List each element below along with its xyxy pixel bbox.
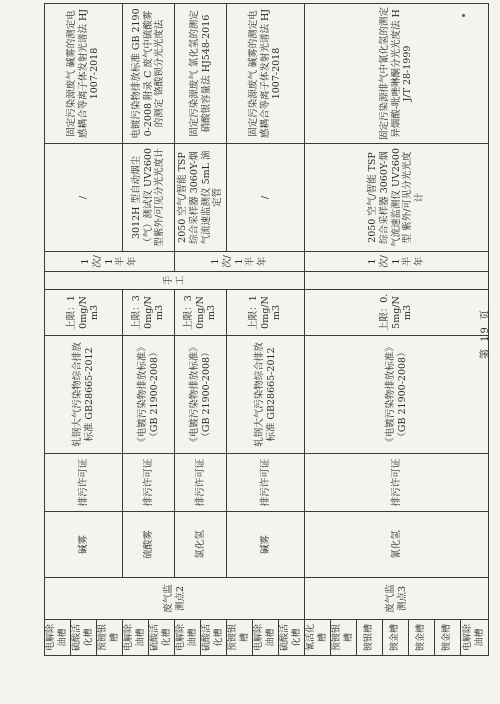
standard-cell: 《电镀污染物排放标准》（GB 21900-2008） — [123, 336, 175, 454]
standard-cell: 轧钢大气污染物综合排放标准 GB28665-2012 — [227, 336, 305, 454]
page-number: 第 19 页 — [480, 307, 492, 360]
pollutant-cell: 碱雾 — [227, 512, 305, 578]
facility-cell: 电解除油槽 — [253, 620, 279, 656]
table-row — [45, 4, 71, 656]
table-row — [227, 4, 253, 656]
limit-cell: 上限：0.5mg/Nm3 — [305, 290, 489, 336]
facility-cell: 硫酸活化槽 — [149, 620, 175, 656]
monitoring-table — [44, 3, 492, 656]
table-row — [175, 4, 201, 656]
standard-cell: 《电镀污染物排放标准》（GB 21900-2008） — [175, 336, 227, 454]
facility-cell: 镀金槽 — [383, 620, 409, 656]
facility-cell: 硫酸活化槽 — [71, 620, 97, 656]
facility-cell: 氰活化槽 — [305, 620, 331, 656]
pollutant-cell: 氰化氢 — [305, 512, 489, 578]
analysis-method-cell: 固定污染源废气 碱雾的测定电感耦合等离子体发射光谱法 HJ 1007-2018 — [45, 4, 123, 144]
frequency-cell: 1次/1半年 — [45, 252, 175, 272]
limit-cell: 上限：30mg/Nm3 — [175, 290, 227, 336]
facility-cell: 镀银槽 — [357, 620, 383, 656]
facility-cell: 预镀银槽 — [227, 620, 253, 656]
method-cell — [305, 272, 489, 290]
analysis-method-cell: 固定污染源排气中氰化氢的测定 异烟酸-吡唑啉酮分光光度法 HJ/T 28-1999 — [305, 4, 489, 144]
facility-cell: 预镀银槽 — [97, 620, 123, 656]
facility-cell: 硫酸活化槽 — [201, 620, 227, 656]
facility-cell: 镀金槽 — [409, 620, 435, 656]
instrument-cell: 2050 空气/智能 TSP 综合采样器 3060Y-烟气流速监测仪 5mL 滴定管 — [175, 144, 227, 252]
pollutant-cell: 氯化氢 — [175, 512, 227, 578]
table-row — [123, 4, 149, 656]
monitoring-point-cell: 废气监测点2 — [45, 578, 305, 620]
standard-cell: 轧钢大气污染物综合排放标准 GB28665-2012 — [45, 336, 123, 454]
limit-cell: 上限：10mg/Nm3 — [227, 290, 305, 336]
analysis-method-cell: 电镀污染物排放标准 GB 21900-2008 附录 C 废气中硫酸雾的测定 铬酸钡分光光度法 — [123, 4, 175, 144]
instrument-cell: / — [45, 144, 123, 252]
facility-cell: 电解除油槽 — [461, 620, 489, 656]
table-row — [305, 4, 331, 656]
limit-cell: 上限：10mg/Nm3 — [45, 290, 123, 336]
standard-type-cell: 排污许可证 — [45, 454, 123, 512]
pollutant-cell: 碱雾 — [45, 512, 123, 578]
facility-cell: 镀金槽 — [435, 620, 461, 656]
frequency-cell: 1次/1半年 — [175, 252, 305, 272]
facility-cell: 硫酸活化槽 — [279, 620, 305, 656]
monitoring-point-cell: 废气监测点3 — [305, 578, 489, 620]
instrument-cell: / — [227, 144, 305, 252]
facility-cell: 预镀银槽 — [331, 620, 357, 656]
facility-cell: 电解除油槽 — [45, 620, 71, 656]
instrument-cell: 2050 空气/智能 TSP 综合采样器 3060Y-烟气流速监测仪 UV2600 型 紫外/可见分光光度计 — [305, 144, 489, 252]
analysis-method-cell: 固定污染源废气 氯化氢的测定 硝酸银容量法 HJ548-2016 — [175, 4, 227, 144]
standard-type-cell: 排污许可证 — [305, 454, 489, 512]
standard-cell: 《电镀污染物排放标准》（GB 21900-2008） — [305, 336, 489, 454]
pollutant-cell: 硫酸雾 — [123, 512, 175, 578]
instrument-cell: 3012H 型自动烟尘（气）测试仪 UV2600 型紫外/可见分光光度计 — [123, 144, 175, 252]
standard-type-cell: 排污许可证 — [175, 454, 227, 512]
facility-cell: 电解除油槽 — [175, 620, 201, 656]
limit-cell: 上限：30mg/Nm3 — [123, 290, 175, 336]
frequency-cell: 1次/1半年 — [305, 252, 489, 272]
method-cell: 手工 — [45, 272, 305, 290]
analysis-method-cell: 固定污染源废气 碱雾的测定电感耦合等离子体发射光谱法 HJ 1007-2018 — [227, 4, 305, 144]
facility-cell: 电解除油槽 — [123, 620, 149, 656]
standard-type-cell: 排污许可证 — [227, 454, 305, 512]
standard-type-cell: 排污许可证 — [123, 454, 175, 512]
rotated-table-container — [44, 4, 485, 656]
